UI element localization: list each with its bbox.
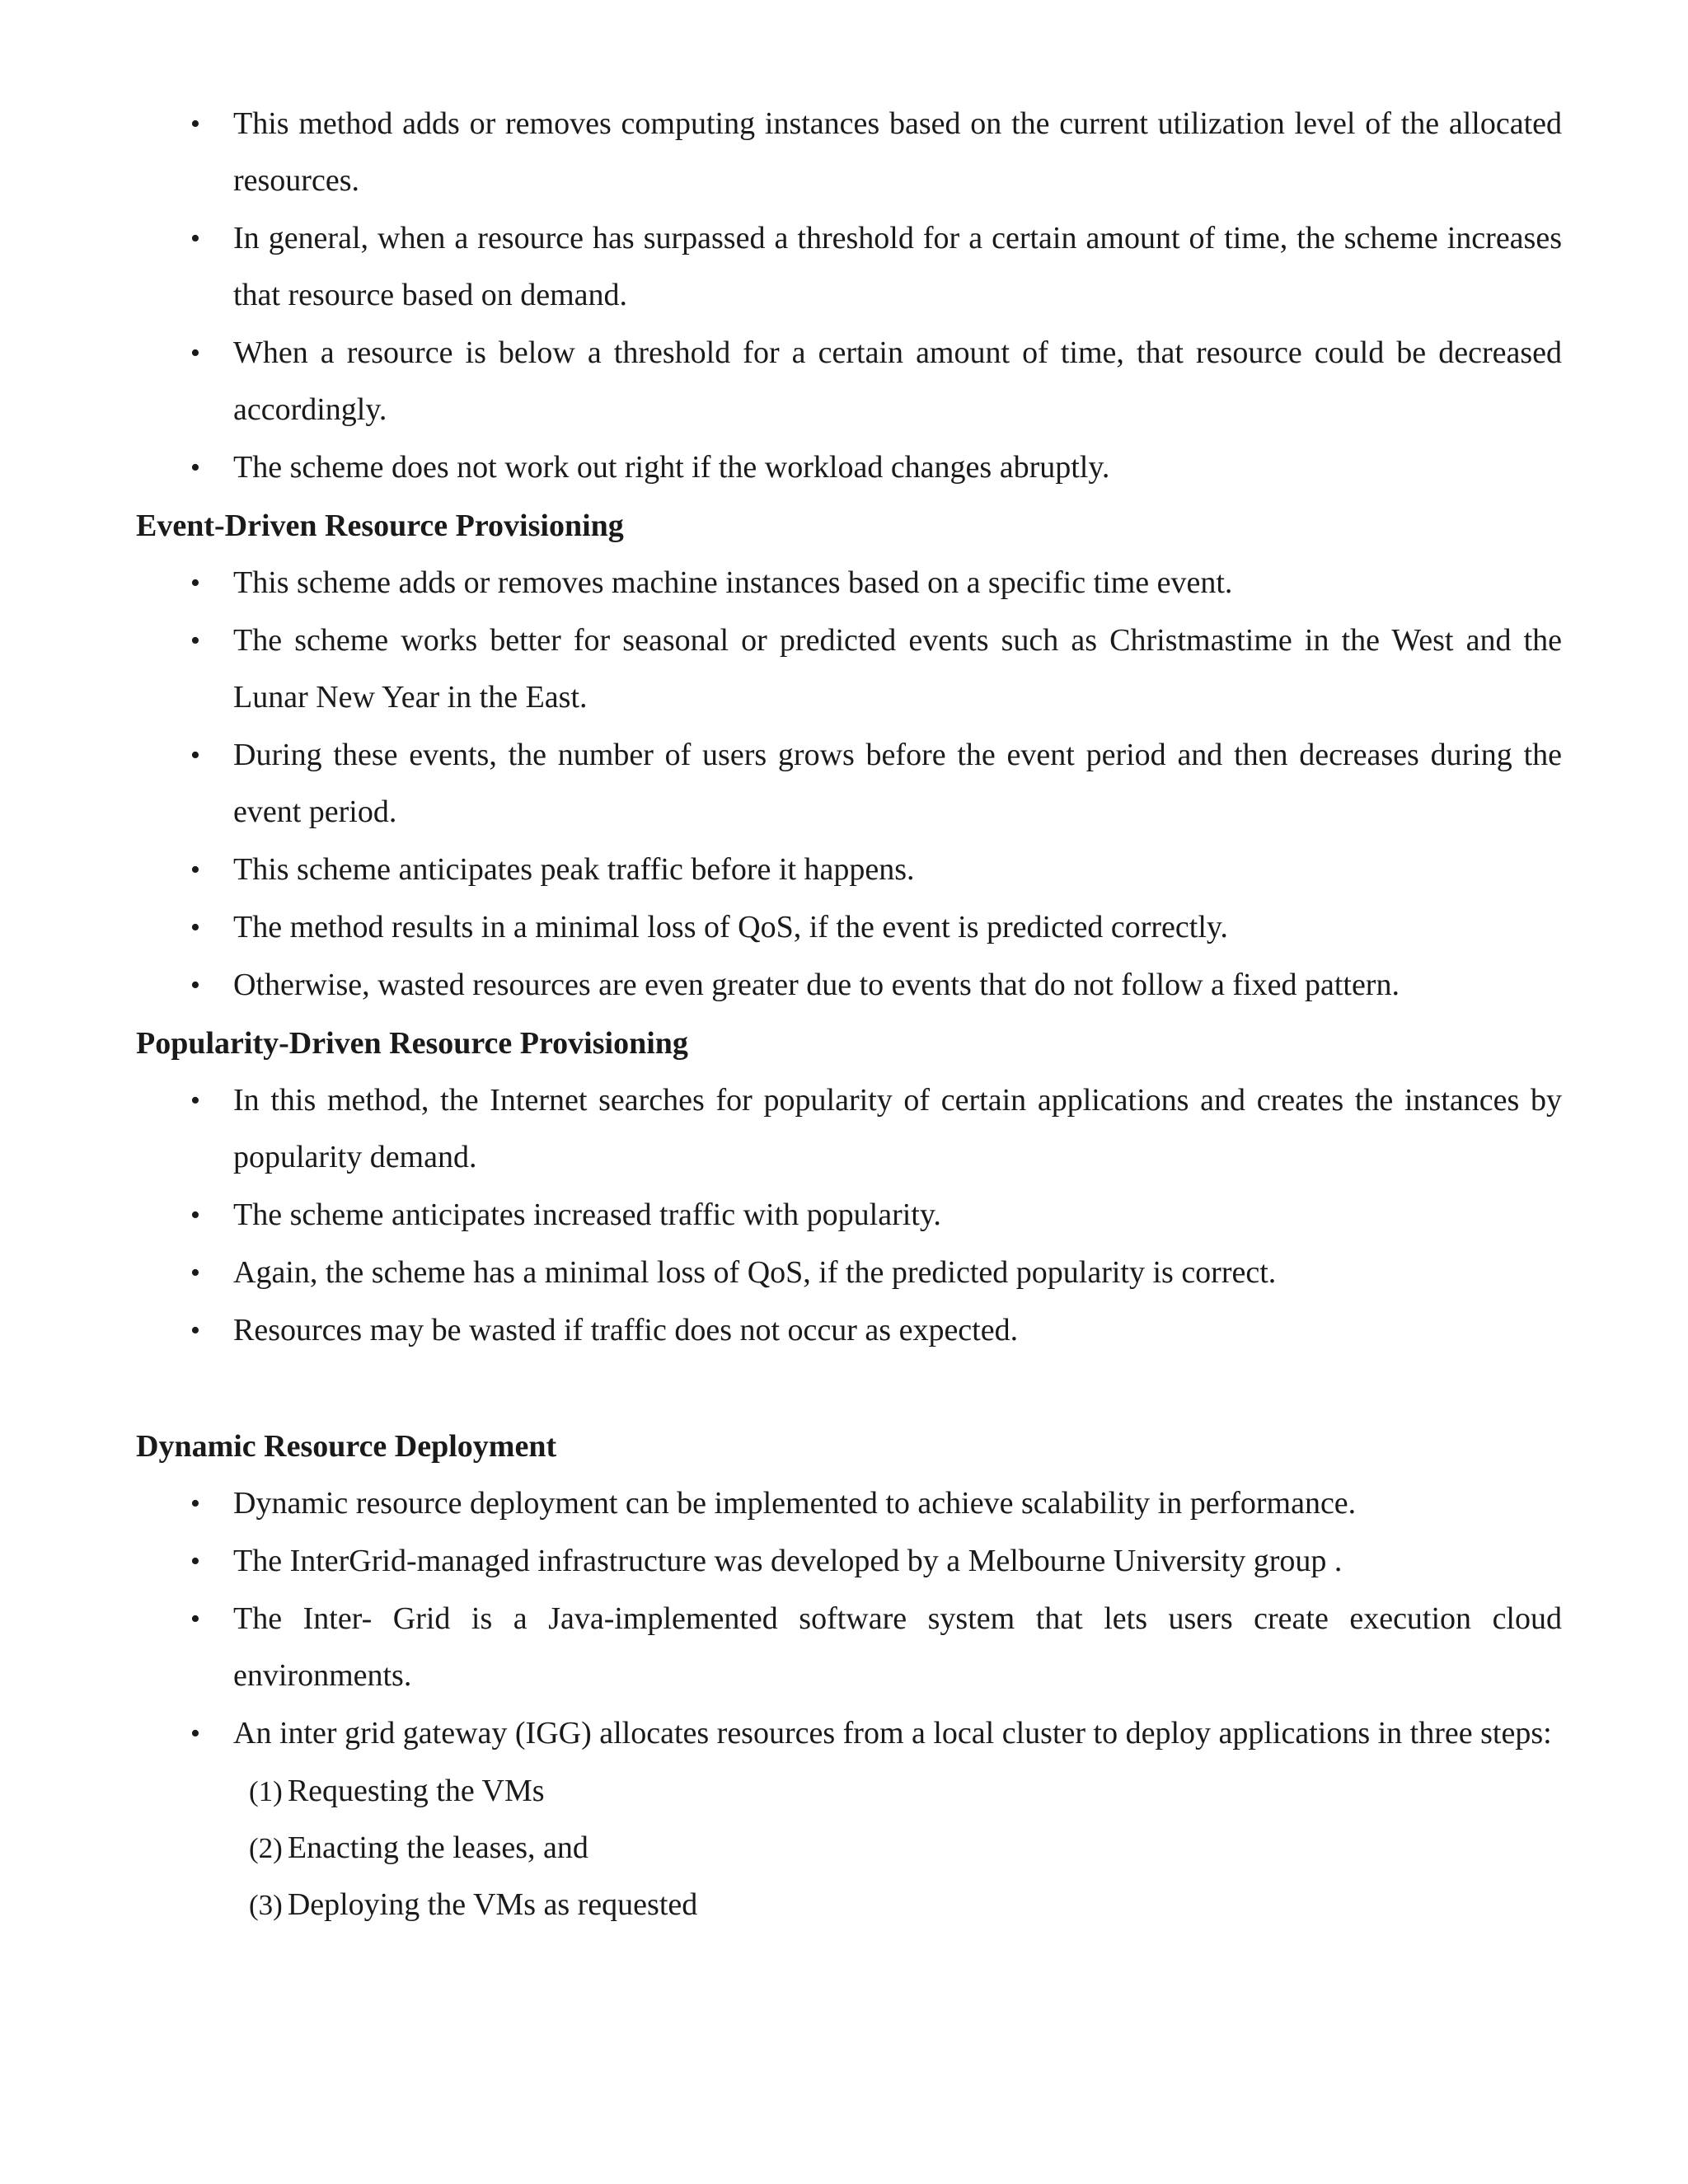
list-item — [136, 1705, 1562, 1762]
list-item-text: This method adds or removes computing instances based on the current utilization level of the allocated resources. — [233, 106, 1562, 198]
list-item — [136, 899, 1562, 956]
step-item — [136, 1763, 1562, 1820]
list-item — [136, 1072, 1562, 1186]
list-item — [136, 210, 1562, 324]
list-item — [136, 439, 1562, 496]
list-item — [136, 1475, 1562, 1532]
list-item — [136, 1302, 1562, 1359]
bullet-icon: • — [190, 626, 200, 656]
bullet-icon: • — [190, 855, 200, 885]
bullet-icon: • — [190, 109, 200, 139]
list-item — [136, 1591, 1562, 1704]
list-item — [136, 325, 1562, 438]
list-item — [136, 957, 1562, 1014]
bullet-icon: • — [190, 740, 200, 771]
list-item-text: The InterGrid-managed infrastructure was developed by a Melbourne University group . — [233, 1544, 1343, 1578]
step-item — [136, 1877, 1562, 1933]
step-text: Enacting the leases, and — [287, 1830, 588, 1865]
list-item-text: Resources may be wasted if traffic does not occur as expected. — [233, 1313, 1019, 1347]
list-item-text: In general, when a resource has surpassed a threshold for a certain amount of time, the scheme increases that resource based on demand. — [233, 221, 1562, 312]
list-item — [136, 1533, 1562, 1590]
bullet-icon: • — [190, 1718, 200, 1749]
bullet-icon: • — [190, 338, 200, 368]
bullet-icon: • — [190, 912, 200, 943]
bullet-icon: • — [190, 452, 200, 483]
bullet-icon: • — [190, 1546, 200, 1577]
document-content — [136, 96, 1562, 1933]
list-item-text: The scheme works better for seasonal or predicted events such as Christmastime in the West and the Lunar New Year in the East. — [233, 623, 1562, 715]
step-number: (3) — [249, 1889, 283, 1921]
list-item-text: An inter grid gateway (IGG) allocates resources from a local cluster to deploy applications in three steps: — [233, 1716, 1552, 1750]
list-item-text: The Inter- Grid is a Java-implemented software system that lets users create execution cloud environments. — [233, 1601, 1562, 1693]
bullet-icon: • — [190, 970, 200, 1001]
bullet-icon: • — [190, 223, 200, 254]
section-heading-event-driven: Event-Driven Resource Provisioning — [136, 509, 624, 543]
step-number: (1) — [249, 1775, 283, 1807]
list-item — [136, 1244, 1562, 1301]
section-heading-dynamic-deployment: Dynamic Resource Deployment — [136, 1429, 557, 1464]
step-text: Deploying the VMs as requested — [287, 1887, 698, 1922]
list-item — [136, 96, 1562, 209]
list-item-text: Dynamic resource deployment can be implemented to achieve scalability in performance. — [233, 1486, 1357, 1521]
list-item-text: Otherwise, wasted resources are even greater due to events that do not follow a fixed pattern. — [233, 968, 1400, 1002]
list-item-text: The method results in a minimal loss of QoS, if the event is predicted correctly. — [233, 910, 1228, 944]
event-driven-bullet-list — [136, 555, 1562, 1014]
list-item-text: In this method, the Internet searches for popularity of certain applications and creates the instances by popularity demand. — [233, 1083, 1562, 1174]
list-item — [136, 727, 1562, 841]
step-text: Requesting the VMs — [287, 1774, 545, 1808]
list-item-text: The scheme anticipates increased traffic with popularity. — [233, 1197, 941, 1232]
step-item — [136, 1820, 1562, 1877]
bullet-icon: • — [190, 1085, 200, 1116]
list-item — [136, 612, 1562, 726]
bullet-icon: • — [190, 1604, 200, 1634]
list-item-text: The scheme does not work out right if the workload changes abruptly. — [233, 450, 1110, 485]
dynamic-deployment-bullet-list — [136, 1475, 1562, 1762]
list-item — [136, 841, 1562, 898]
bullet-icon: • — [190, 1258, 200, 1288]
list-item-text: During these events, the number of users grows before the event period and then decreases during the event period. — [233, 738, 1562, 829]
list-item-text: This scheme adds or removes machine instances based on a specific time event. — [233, 565, 1233, 600]
section-heading-popularity-driven: Popularity-Driven Resource Provisioning — [136, 1026, 688, 1061]
bullet-icon: • — [190, 1315, 200, 1346]
bullet-icon: • — [190, 1488, 200, 1519]
list-item-text: This scheme anticipates peak traffic before it happens. — [233, 852, 915, 887]
list-item — [136, 1187, 1562, 1244]
list-item-text: Again, the scheme has a minimal loss of QoS, if the predicted popularity is correct. — [233, 1255, 1277, 1290]
list-item — [136, 555, 1562, 612]
popularity-driven-bullet-list — [136, 1072, 1562, 1359]
step-number: (2) — [249, 1832, 283, 1864]
intro-bullet-list — [136, 96, 1562, 496]
bullet-icon: • — [190, 568, 200, 598]
igg-steps-list — [136, 1763, 1562, 1933]
bullet-icon: • — [190, 1200, 200, 1230]
list-item-text: When a resource is below a threshold for a certain amount of time, that resource could be decreased accordingly. — [233, 335, 1562, 427]
